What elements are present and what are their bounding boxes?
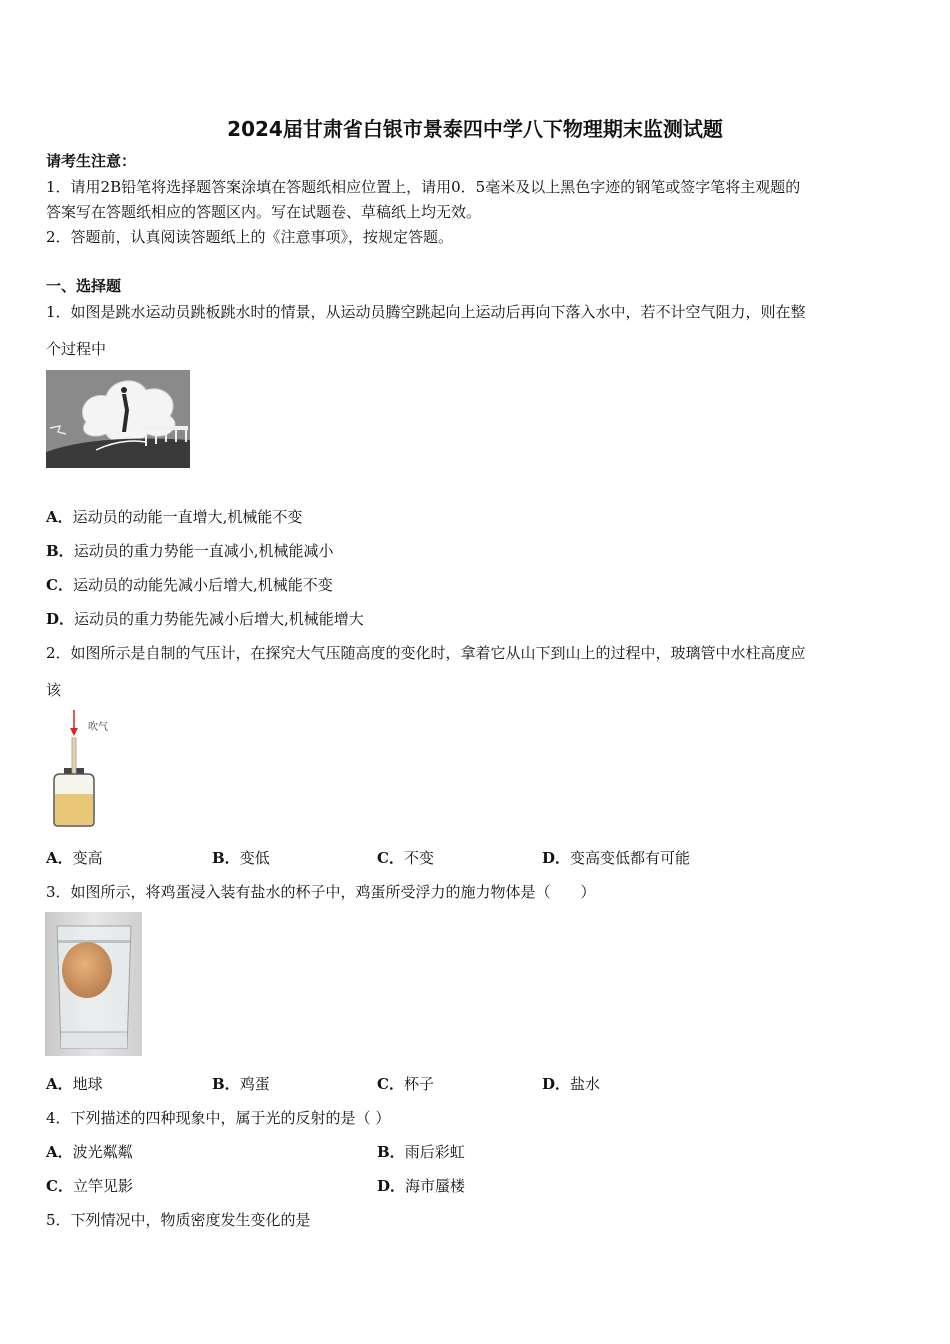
blow-label: 吹气 <box>88 722 108 733</box>
option-text: 海市蜃楼 <box>405 1177 466 1195</box>
q2-option-a[interactable] <box>46 848 103 868</box>
option-letter: C． <box>377 1075 404 1093</box>
q1-option-b[interactable] <box>46 541 333 561</box>
q2-option-d[interactable] <box>542 848 690 868</box>
option-text: 变高 <box>72 849 103 867</box>
option-text: 雨后彩虹 <box>404 1143 465 1161</box>
section-heading: 一、选择题 <box>46 277 122 295</box>
option-letter: A． <box>46 508 73 526</box>
option-text: 鸡蛋 <box>239 1075 270 1093</box>
notice-line-1b: 答案写在答题纸相应的答题区内。写在试题卷、草稿纸上均无效。 <box>46 203 482 221</box>
q4-option-c[interactable] <box>46 1176 133 1196</box>
q4-stem: 4．下列描述的四种现象中，属于光的反射的是（ ） <box>46 1109 391 1127</box>
q5-stem: 5．下列情况中，物质密度发生变化的是 <box>46 1211 311 1229</box>
q4-option-a[interactable] <box>46 1142 133 1162</box>
q2-stem-line1: 2．如图所示是自制的气压计，在探究大气压随高度的变化时，拿着它从山下到山上的过程中，玻璃管中水柱高度应 <box>46 644 806 662</box>
q3-option-d[interactable] <box>542 1074 600 1094</box>
barometer-figure <box>46 710 126 830</box>
option-text: 运动员的重力势能先减小后增大,机械能增大 <box>74 610 364 628</box>
option-text: 变高变低都有可能 <box>570 849 691 867</box>
option-text: 盐水 <box>570 1075 601 1093</box>
q3-option-a[interactable] <box>46 1074 103 1094</box>
option-text: 运动员的动能先减小后增大,机械能不变 <box>72 576 333 594</box>
option-text: 不变 <box>403 849 434 867</box>
notice-line-2: 2．答题前，认真阅读答题纸上的《注意事项》，按规定答题。 <box>46 228 454 246</box>
option-text: 变低 <box>239 849 270 867</box>
option-text: 地球 <box>72 1075 103 1093</box>
option-text: 波光粼粼 <box>72 1143 133 1161</box>
option-letter: D． <box>542 1075 571 1093</box>
q1-option-a[interactable] <box>46 507 302 527</box>
q1-stem-line1: 1．如图是跳水运动员跳板跳水时的情景，从运动员腾空跳起向上运动后再向下落入水中，若不计空气阻力，则在整 <box>46 303 806 321</box>
q1-option-d[interactable] <box>46 609 364 629</box>
egg-glass-figure <box>45 912 142 1056</box>
option-letter: D． <box>542 849 571 867</box>
q4-option-b[interactable] <box>377 1142 465 1162</box>
option-letter: B． <box>212 849 240 867</box>
option-letter: D． <box>46 610 75 628</box>
q3-stem: 3．如图所示，将鸡蛋浸入装有盐水的杯子中，鸡蛋所受浮力的施力物体是（ ） <box>46 883 596 901</box>
option-text: 运动员的动能一直增大,机械能不变 <box>72 508 303 526</box>
page-title: 2024届甘肃省白银市景泰四中学八下物理期末监测试题 <box>227 117 723 141</box>
option-letter: C． <box>46 576 73 594</box>
q2-option-c[interactable] <box>377 848 434 868</box>
option-letter: A． <box>46 1075 73 1093</box>
option-letter: B． <box>212 1075 240 1093</box>
option-letter: A． <box>46 849 73 867</box>
option-letter: C． <box>377 849 404 867</box>
notice-line-1a: 1．请用2B铅笔将选择题答案涂填在答题纸相应位置上，请用0．5毫米及以上黑色字迹的钢笔或签字笔将主观题的 <box>46 178 801 196</box>
option-letter: B． <box>377 1143 405 1161</box>
option-text: 运动员的重力势能一直减小,机械能减小 <box>73 542 334 560</box>
option-letter: C． <box>46 1177 73 1195</box>
q3-option-c[interactable] <box>377 1074 434 1094</box>
option-text: 立竿见影 <box>72 1177 133 1195</box>
q2-option-b[interactable] <box>212 848 270 868</box>
q1-option-c[interactable] <box>46 575 333 595</box>
q2-stem-line2: 该 <box>46 681 62 699</box>
option-letter: B． <box>46 542 74 560</box>
option-letter: A． <box>46 1143 73 1161</box>
diving-figure <box>46 370 190 468</box>
q3-option-b[interactable] <box>212 1074 270 1094</box>
notice-heading: 请考生注意： <box>46 152 137 170</box>
option-letter: D． <box>377 1177 406 1195</box>
option-text: 杯子 <box>403 1075 434 1093</box>
q4-option-d[interactable] <box>377 1176 465 1196</box>
q1-stem-line2: 个过程中 <box>46 340 107 358</box>
